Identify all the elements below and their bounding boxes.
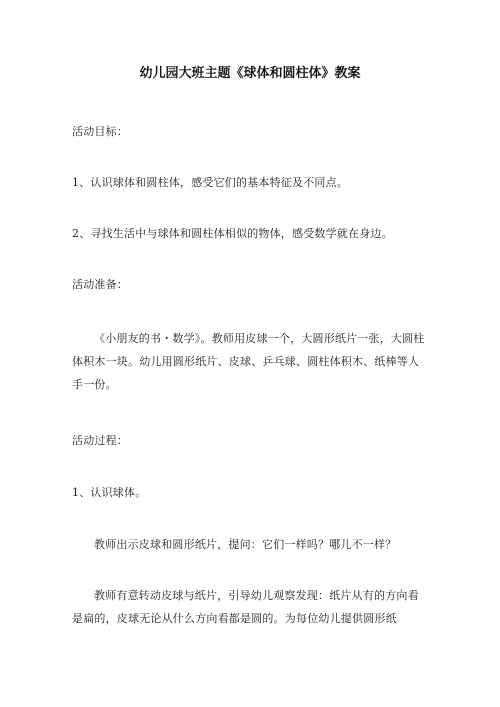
process-step-1: 1、认识球体。 (72, 486, 147, 499)
document-title: 幼儿园大班主题《球体和圆柱体》教案 (139, 66, 361, 81)
section-heading-goals: 活动目标： (72, 125, 128, 138)
section-heading-preparation: 活动准备： (72, 278, 128, 291)
process-paragraph-2: 教师有意转动皮球与纸片，引导幼儿观察发现：纸片从有的方向看是扁的，皮球无论从什么方向看都是圆的。为每位幼儿提供圆形纸 (72, 589, 419, 625)
goal-item-1: 1、认识球体和圆柱体，感受它们的基本特征及不同点。 (72, 176, 348, 189)
preparation-paragraph: 《小朋友的书・数学》。教师用皮球一个，大圆形纸片一张，大圆柱体积木一块。幼儿用圆形纸片、皮球、乒乓球、圆柱体积木、纸棒等人手一份。 (72, 332, 425, 391)
section-heading-process: 活动过程： (72, 434, 128, 447)
process-paragraph-1: 教师出示皮球和圆形纸片，提问：它们一样吗？哪儿不一样？ (94, 538, 397, 551)
goal-item-2: 2、寻找生活中与球体和圆柱体相似的物体，感受数学就在身边。 (72, 227, 393, 240)
